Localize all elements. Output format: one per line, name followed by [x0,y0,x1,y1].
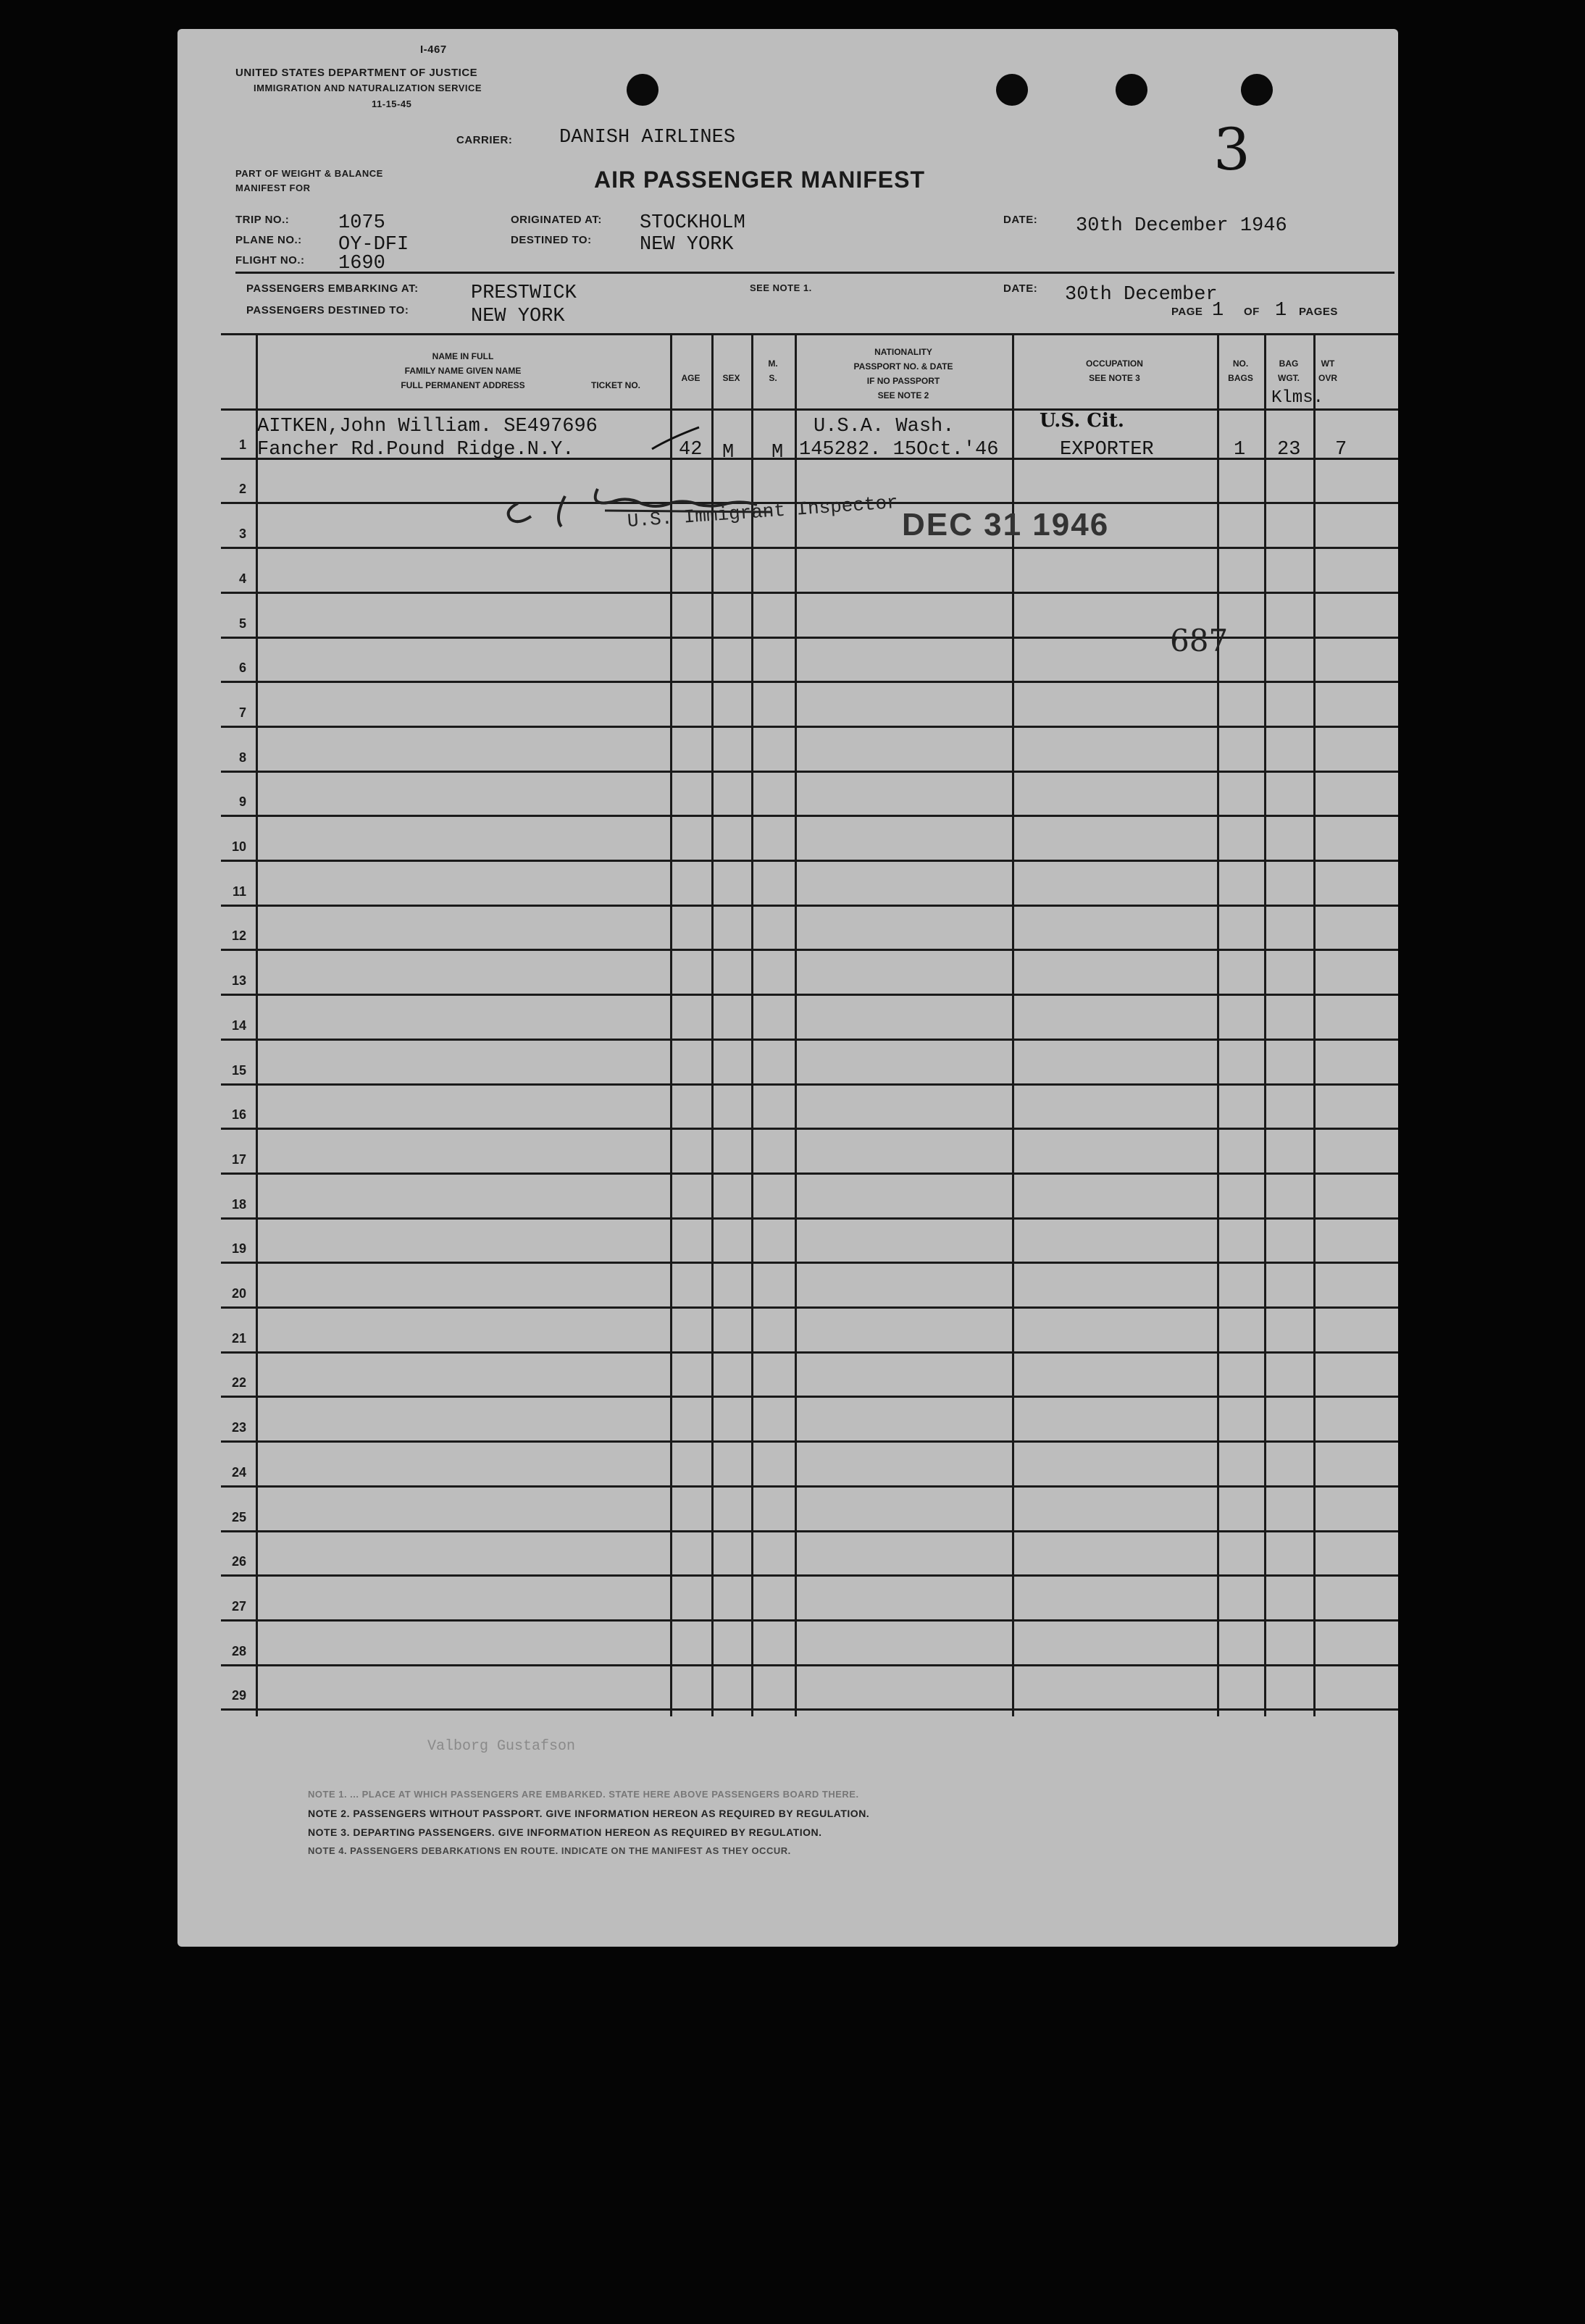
flight-no-label: FLIGHT NO.: [235,254,305,267]
passenger-age: 42 [679,439,703,461]
date-value: 30th December 1946 [1076,215,1287,237]
manifest-page [177,29,1398,1947]
row-number: 19 [231,1241,246,1257]
row-number: 12 [231,928,246,944]
embarking-value: PRESTWICK [471,282,577,304]
row-number: 1 [238,437,246,452]
row-number: 7 [238,705,246,720]
row-rule [221,815,1398,817]
row-number: 4 [238,571,246,586]
row-rule [221,1039,1398,1041]
row-number: 23 [231,1420,246,1435]
row-number: 25 [231,1509,246,1524]
row-rule [221,547,1398,549]
pages-label: PAGES [1299,306,1338,318]
row-rule [221,1530,1398,1532]
carrier-value: DANISH AIRLINES [559,127,736,148]
form-code: I-467 [420,43,447,56]
row-number: 20 [231,1286,246,1301]
trip-no-label: TRIP NO.: [235,214,290,226]
row-number: 16 [231,1107,246,1123]
table-top-rule [221,333,1398,335]
row-number: 9 [238,794,246,810]
form-title: AIR PASSENGER MANIFEST [594,167,925,193]
agency-line1: UNITED STATES DEPARTMENT OF JUSTICE [235,67,478,79]
destined-value: NEW YORK [640,234,734,256]
of-label: OF [1244,306,1260,318]
date-stamp: DEC 31 1946 [902,507,1110,542]
col-header-age: AGE [681,373,701,383]
row-rule [221,949,1398,951]
col-header-bags: NO. BAGS [1228,358,1253,383]
row-rule [221,1083,1398,1086]
row-rule [221,1574,1398,1577]
passenger-passport: 145282. 15Oct.'46 [799,439,999,461]
punch-hole [1116,74,1147,106]
punch-hole [996,74,1028,106]
passenger-overweight: 7 [1335,439,1347,461]
carrier-label: CARRIER: [456,134,513,146]
punch-hole [627,74,658,106]
passenger-name: AITKEN,John William. SE497696 [257,416,598,437]
passenger-bag-weight: 23 [1277,439,1301,461]
embarking-label: PASSENGERS EMBARKING AT: [246,282,419,295]
col-divider [670,333,672,1716]
check-mark-icon [648,424,706,460]
form-date: 11-15-45 [372,98,412,109]
row-rule [221,1485,1398,1488]
passenger-marital: M [771,442,784,463]
row-number: 27 [231,1598,246,1614]
row-rule [221,771,1398,773]
row-rule [221,1351,1398,1354]
col-header-name: NAME IN FULL FAMILY NAME GIVEN NAME FULL PERMANENT ADDRESS [401,351,525,390]
flight-no-value: 1690 [338,253,385,274]
handwritten-number: 687 [1170,623,1229,658]
row-number: 3 [238,527,246,542]
part-of-label-2: MANIFEST FOR [235,183,311,193]
row-rule [221,1128,1398,1130]
row-number: 10 [231,839,246,854]
col-header-nationality: NATIONALITY PASSPORT NO. & DATE IF NO PASSPORT SEE NOTE 2 [853,347,953,400]
date2-value: 30th December [1065,284,1218,306]
see-note-1: SEE NOTE 1. [750,282,812,293]
col-divider [1264,333,1266,1716]
date2-label: DATE: [1003,282,1038,295]
col-divider [711,333,714,1716]
inspector-caption: U.S. Immigrant Inspector [627,491,899,532]
row-rule [221,1396,1398,1398]
row-rule [221,592,1398,594]
weight-units: Klms. [1271,388,1324,408]
originated-label: ORIGINATED AT: [511,214,602,226]
row-number: 5 [238,616,246,631]
col-divider [795,333,797,1716]
page-mark: 3 [1213,116,1250,183]
row-rule [221,726,1398,728]
row-number: 8 [238,750,246,765]
row-number: 22 [231,1375,246,1390]
pax-destined-value: NEW YORK [471,306,565,327]
row-number: 17 [231,1151,246,1167]
col-header-sex: SEX [722,373,740,383]
row-rule [221,860,1398,862]
page-total: 1 [1275,300,1287,322]
row-number: 6 [238,660,246,676]
row-number: 15 [231,1062,246,1078]
row-number: 2 [238,482,246,497]
destined-label: DESTINED TO: [511,234,592,246]
col-header-marital: M. S. [768,358,778,383]
col-divider [1217,333,1219,1716]
row-rule [221,681,1398,683]
col-divider [1313,333,1316,1716]
col-header-ticket: TICKET NO. [591,380,640,390]
originated-value: STOCKHOLM [640,212,745,234]
row-number: 24 [231,1464,246,1480]
trip-no-value: 1075 [338,212,385,234]
row-rule [221,1262,1398,1264]
note-2: NOTE 2. PASSENGERS WITHOUT PASSPORT. GIVE INFORMATION HEREON AS REQUIRED BY REGULATION. [308,1808,870,1819]
row-number: 18 [231,1196,246,1212]
row-rule [221,994,1398,996]
row-rule [221,1173,1398,1175]
punch-hole [1241,74,1273,106]
header-bottom-rule [221,408,1398,411]
row-number: 14 [231,1018,246,1033]
date-label: DATE: [1003,214,1038,226]
pax-destined-label: PASSENGERS DESTINED TO: [246,304,409,316]
header-rule [235,272,1394,274]
citizenship-note: U.S. Cit. [1040,410,1124,432]
row-number: 26 [231,1554,246,1569]
note-1: NOTE 1. ... PLACE AT WHICH PASSENGERS ARE EMBARKED. STATE HERE ABOVE PASSENGERS BOARD THERE. [308,1789,859,1800]
row-number: 28 [231,1643,246,1658]
passenger-bags: 1 [1234,439,1246,461]
row-rule [221,905,1398,907]
page-num: 1 [1212,300,1224,322]
page-label: PAGE [1171,306,1203,318]
row-rule [221,1306,1398,1309]
part-of-label-1: PART OF WEIGHT & BALANCE [235,168,383,179]
row-rule [221,1664,1398,1666]
note-4: NOTE 4. PASSENGERS DEBARKATIONS EN ROUTE. INDICATE ON THE MANIFEST AS THEY OCCUR. [308,1845,791,1856]
agency-line2: IMMIGRATION AND NATURALIZATION SERVICE [254,83,482,93]
col-header-bag-weight: BAG WGT. [1278,358,1300,383]
row-rule [221,1217,1398,1220]
col-divider [751,333,753,1716]
plane-no-label: PLANE NO.: [235,234,302,246]
row-number: 13 [231,973,246,989]
passenger-sex: M [722,442,735,463]
passenger-nationality: U.S.A. Wash. [814,416,955,437]
row-rule [221,1619,1398,1622]
col-header-overweight: WT OVR [1318,358,1337,383]
row-number: 29 [231,1688,246,1703]
faded-name: Valborg Gustafson [427,1738,576,1755]
note-3: NOTE 3. DEPARTING PASSENGERS. GIVE INFORMATION HEREON AS REQUIRED BY REGULATION. [308,1826,822,1838]
col-divider [256,333,258,1716]
row-rule [221,1440,1398,1443]
plane-no-value: OY-DFI [338,234,409,256]
row-number: 21 [231,1330,246,1346]
row-number: 11 [232,884,246,899]
col-header-occupation: OCCUPATION SEE NOTE 3 [1086,358,1143,383]
passenger-address: Fancher Rd.Pound Ridge.N.Y. [257,439,574,461]
row-rule [221,1708,1398,1711]
passenger-occupation: EXPORTER [1060,439,1154,461]
